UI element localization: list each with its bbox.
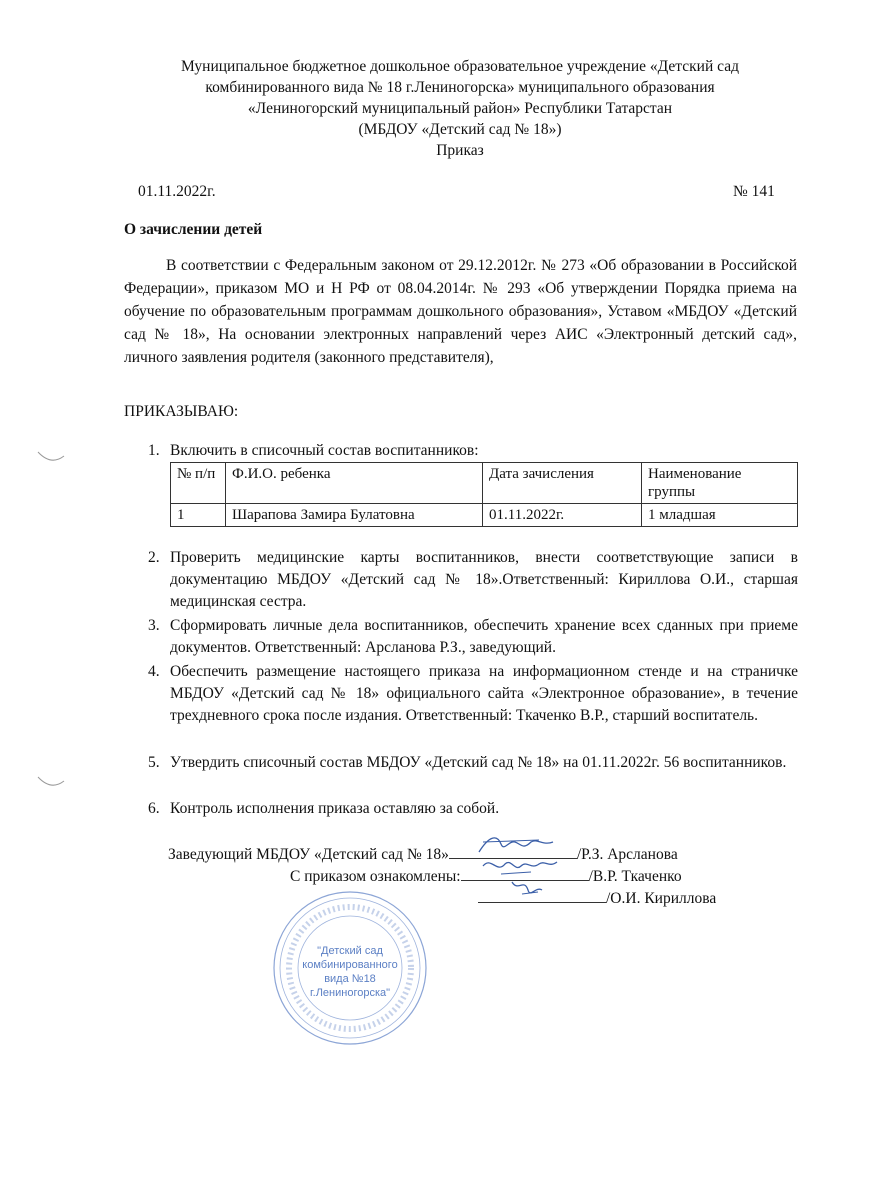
header-line-4: (МБДОУ «Детский сад № 18») bbox=[358, 121, 562, 138]
punch-hole-icon bbox=[36, 775, 66, 789]
item-number: 2. bbox=[148, 549, 160, 566]
table-header-cell: № п/п bbox=[171, 463, 226, 504]
punch-hole-icon bbox=[36, 450, 66, 464]
signature-line bbox=[478, 888, 606, 903]
order-item-5 bbox=[148, 752, 798, 774]
header-line-1: Муниципальное бюджетное дошкольное образовательное учреждение «Детский сад bbox=[181, 58, 739, 75]
table-header-cell: Ф.И.О. ребенка bbox=[226, 463, 483, 504]
item-text: Включить в списочный состав воспитанников: bbox=[170, 442, 479, 459]
header-line-2: комбинированного вида № 18 г.Лениногорска» муниципального образования bbox=[205, 79, 715, 96]
item-text: Утвердить списочный состав МБДОУ «Детский сад № 18» на 01.11.2022г. 56 воспитанников. bbox=[170, 754, 787, 771]
table-header-row bbox=[171, 463, 798, 504]
acquainted-label: С приказом ознакомлены: bbox=[290, 868, 461, 885]
stamp-line-1: "Детский сад bbox=[317, 945, 383, 957]
signature-acquainted-2 bbox=[478, 888, 716, 910]
item-number: 6. bbox=[148, 800, 160, 817]
document-type: Приказ bbox=[436, 142, 484, 159]
order-subject: О зачислении детей bbox=[124, 221, 263, 238]
item-text: Обеспечить размещение настоящего приказа на информационном стенде и на страничке МБДОУ «Детский сад № 18» официального сайта «Электронное образование», в течение трехдневного срока после издания. Ответственный: Ткаченко В.Р., старший воспитатель. bbox=[170, 663, 798, 724]
acquainted-name-2: /О.И. Кириллова bbox=[606, 890, 717, 907]
table-row bbox=[171, 504, 798, 527]
order-item-4 bbox=[148, 661, 798, 727]
acquainted-name-1: /В.Р. Ткаченко bbox=[588, 868, 682, 885]
header-line-3: «Лениногорский муниципальный район» Республики Татарстан bbox=[247, 100, 673, 117]
order-item-3 bbox=[148, 615, 798, 659]
table-cell: Шарапова Замира Булатовна bbox=[226, 504, 483, 527]
order-item-6 bbox=[148, 798, 798, 820]
order-number: № 141 bbox=[733, 183, 775, 200]
item-number: 5. bbox=[148, 754, 160, 771]
item-text: Контроль исполнения приказа оставляю за собой. bbox=[170, 800, 500, 817]
head-name: /Р.З. Арсланова bbox=[576, 846, 678, 863]
order-item-2 bbox=[148, 547, 798, 613]
official-stamp-icon bbox=[270, 888, 430, 1048]
order-item-1 bbox=[148, 440, 798, 462]
table-cell: 1 младшая bbox=[642, 504, 798, 527]
preamble-paragraph bbox=[124, 254, 797, 369]
head-title: Заведующий МБДОУ «Детский сад № 18» bbox=[168, 846, 449, 863]
item-text: Проверить медицинские карты воспитанников, внести соответствующие записи в документацию МБДОУ «Детский сад № 18».Ответственный: Кириллова О.И., старшая медицинская сестра. bbox=[170, 549, 798, 610]
item-number: 1. bbox=[148, 442, 160, 459]
children-table bbox=[170, 462, 798, 527]
item-number: 4. bbox=[148, 663, 160, 680]
item-text: Сформировать личные дела воспитанников, обеспечить хранение всех сданных при приеме документов. Ответственный: Арсланова Р.З., заведующий. bbox=[170, 617, 798, 656]
stamp-line-4: г.Лениногорска" bbox=[309, 987, 391, 999]
stamp-line-2: комбинированного bbox=[302, 959, 398, 971]
table-cell: 01.11.2022г. bbox=[483, 504, 642, 527]
table-cell: 1 bbox=[171, 504, 226, 527]
stamp-line-3: вида №18 bbox=[324, 973, 376, 985]
signature-head bbox=[168, 844, 678, 866]
order-word: ПРИКАЗЫВАЮ: bbox=[124, 403, 239, 420]
preamble-text: В соответствии с Федеральным законом от 29.12.2012г. № 273 «Об образовании в Российской Федерации», приказом МО и Н РФ от 08.04.2014г. № 293 «Об утверждении Порядка приема на обучение по образовательным программам дошкольного образования», Уставом «МБДОУ «Детский сад № 18», На основании электронных направлений через АИС «Электронный детский сад», личного заявления родителя (законного представителя), bbox=[124, 257, 797, 366]
order-date: 01.11.2022г. bbox=[138, 183, 216, 200]
document-header bbox=[100, 56, 820, 161]
table-header-cell: Дата зачисления bbox=[483, 463, 642, 504]
table-header-cell: Наименование группы bbox=[642, 463, 798, 504]
item-number: 3. bbox=[148, 617, 160, 634]
handwritten-signature-icon bbox=[478, 874, 606, 902]
